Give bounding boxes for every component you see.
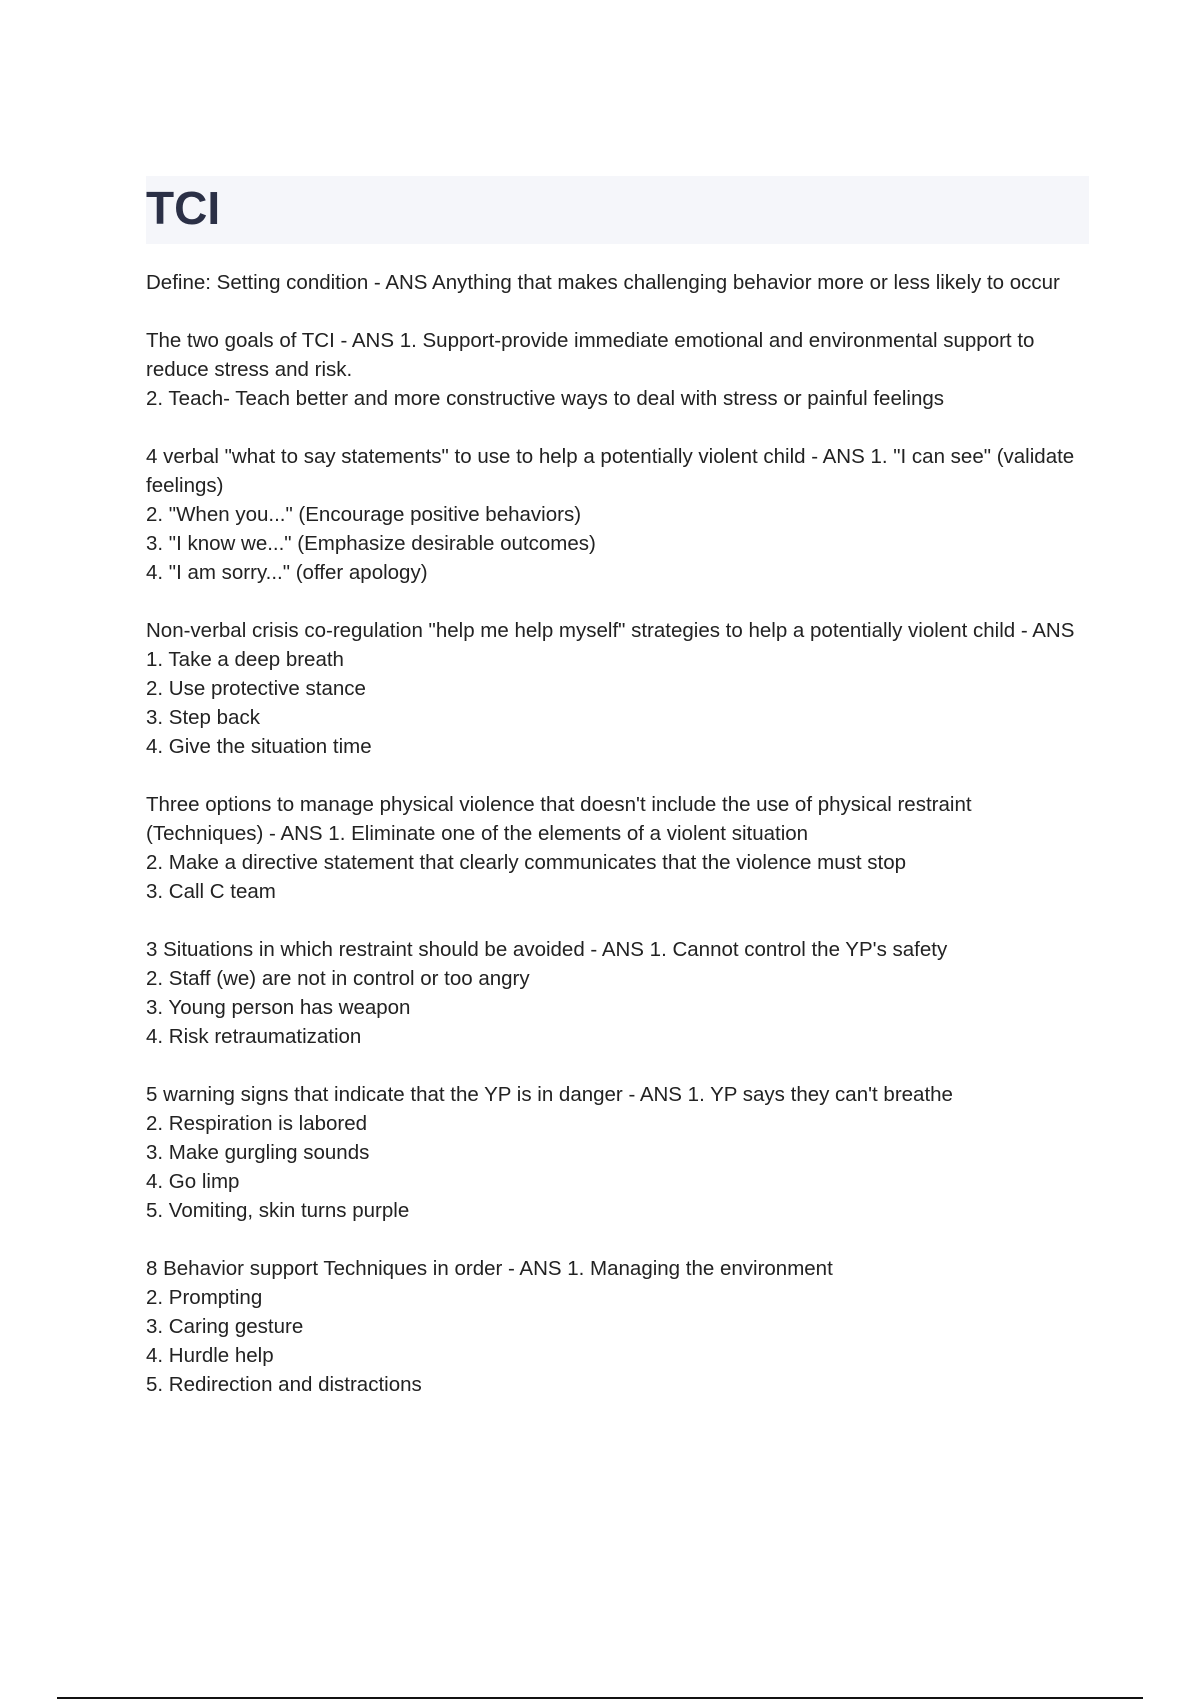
qa-line: The two goals of TCI - ANS 1. Support-provide immediate emotional and environmental support to reduce stress and risk. — [146, 329, 1035, 381]
qa-line: 2. Respiration is labored — [146, 1112, 368, 1135]
qa-line: 3. Young person has weapon — [146, 996, 411, 1019]
qa-entry — [146, 326, 1089, 413]
qa-line: Three options to manage physical violence that doesn't include the use of physical restraint (Techniques) - ANS 1. Eliminate one of the elements of a violent situation — [146, 793, 972, 845]
qa-line: 2. Prompting — [146, 1286, 263, 1309]
qa-line: 2. "When you..." (Encourage positive behaviors) — [146, 503, 582, 526]
qa-line: 4 verbal "what to say statements" to use to help a potentially violent child - ANS 1. "I can see" (validate feelings) — [146, 445, 1075, 497]
qa-entry — [146, 1254, 1089, 1399]
qa-entry — [146, 790, 1089, 906]
qa-line: 5 warning signs that indicate that the YP is in danger - ANS 1. YP says they can't breathe — [146, 1083, 953, 1106]
qa-line: 5. Redirection and distractions — [146, 1373, 422, 1396]
qa-list — [146, 268, 1089, 1428]
qa-line: 8 Behavior support Techniques in order - ANS 1. Managing the environment — [146, 1257, 833, 1280]
qa-entry — [146, 616, 1089, 761]
qa-line: Define: Setting condition - ANS Anything that makes challenging behavior more or less likely to occur — [146, 271, 1060, 294]
qa-line: 4. Risk retraumatization — [146, 1025, 362, 1048]
qa-line: Non-verbal crisis co-regulation "help me help myself" strategies to help a potentially violent child - ANS 1. Take a deep breath — [146, 619, 1075, 671]
qa-line: 3. Call C team — [146, 880, 276, 903]
qa-line: 4. "I am sorry..." (offer apology) — [146, 561, 428, 584]
qa-line: 2. Staff (we) are not in control or too angry — [146, 967, 530, 990]
qa-line: 2. Make a directive statement that clearly communicates that the violence must stop — [146, 851, 906, 874]
qa-line: 2. Teach- Teach better and more constructive ways to deal with stress or painful feelings — [146, 387, 945, 410]
qa-line: 4. Give the situation time — [146, 735, 372, 758]
footer-divider — [57, 1697, 1143, 1699]
qa-entry — [146, 1080, 1089, 1225]
qa-line: 3. Caring gesture — [146, 1315, 304, 1338]
qa-line: 3. Step back — [146, 706, 260, 729]
page-title: TCI — [146, 182, 221, 234]
qa-line: 4. Hurdle help — [146, 1344, 274, 1367]
qa-entry — [146, 442, 1089, 587]
qa-line: 3 Situations in which restraint should be avoided - ANS 1. Cannot control the YP's safety — [146, 938, 948, 961]
qa-line: 3. "I know we..." (Emphasize desirable outcomes) — [146, 532, 596, 555]
title-block — [146, 176, 1089, 244]
qa-line: 4. Go limp — [146, 1170, 240, 1193]
qa-line: 5. Vomiting, skin turns purple — [146, 1199, 410, 1222]
qa-line: 3. Make gurgling sounds — [146, 1141, 370, 1164]
qa-line: 2. Use protective stance — [146, 677, 366, 700]
qa-entry — [146, 935, 1089, 1051]
qa-entry — [146, 268, 1089, 297]
